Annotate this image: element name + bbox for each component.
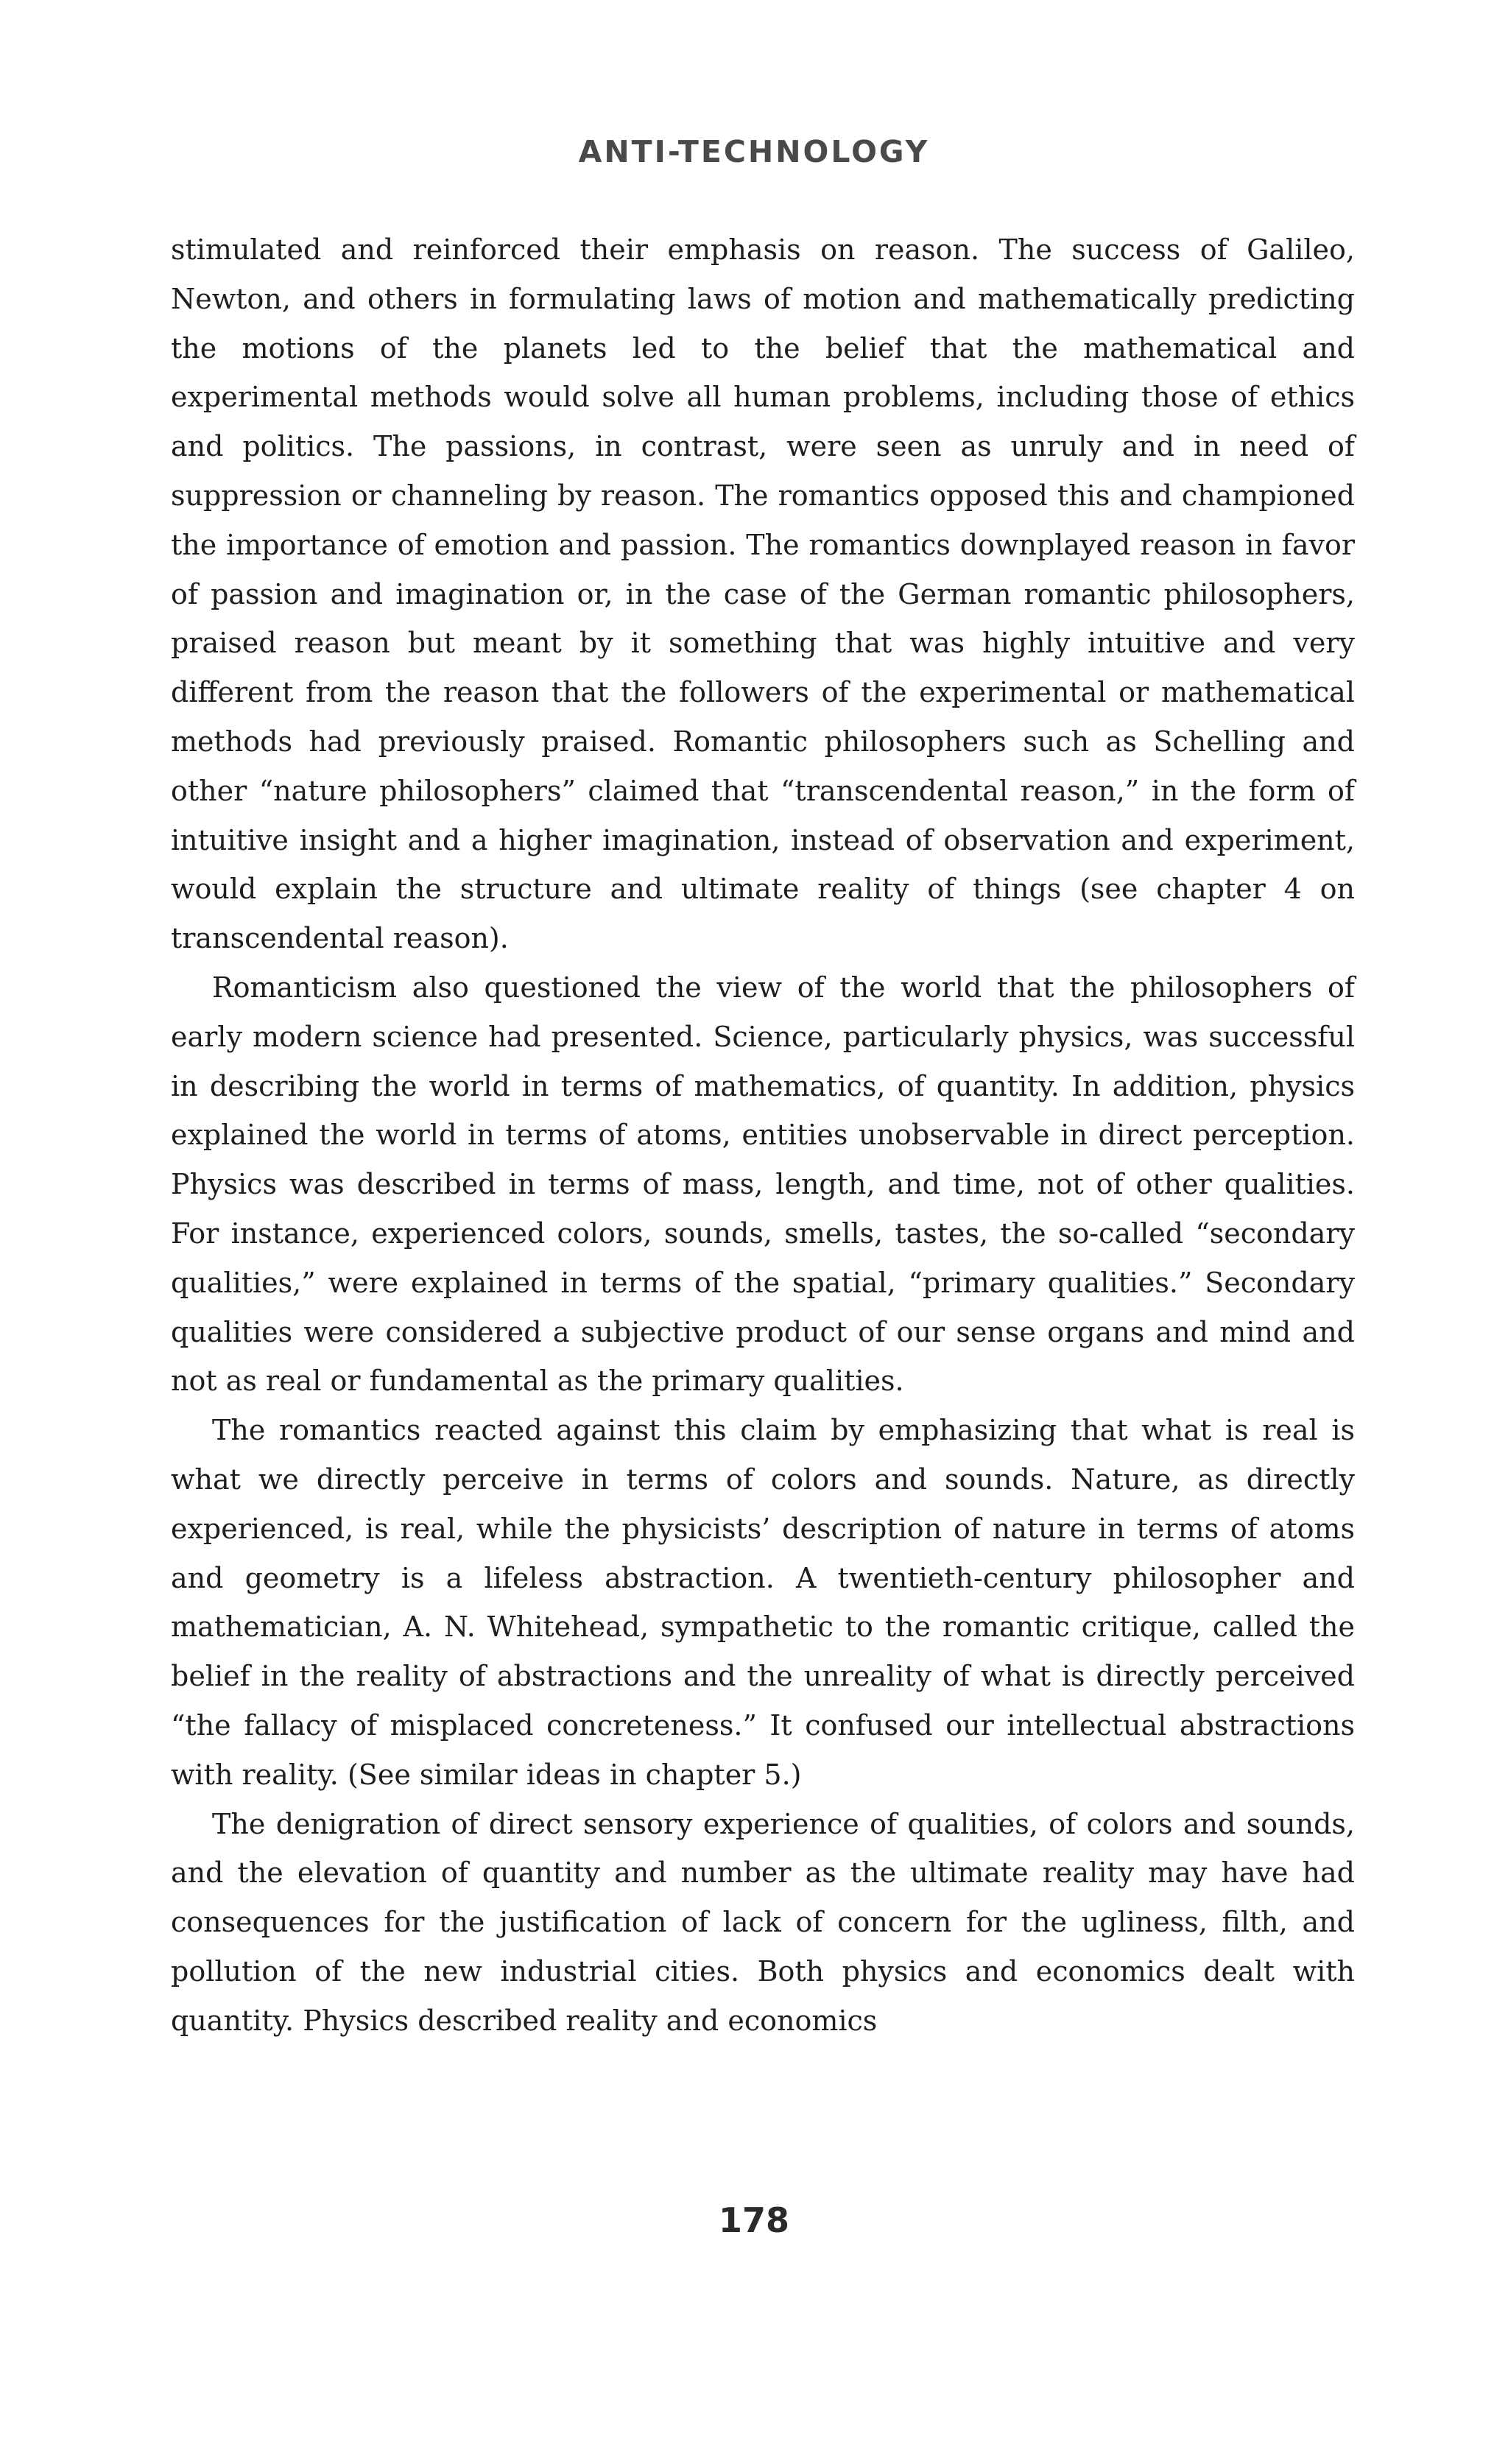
- body-text: [171, 225, 1355, 2045]
- paragraph-denigration: The denigration of direct sensory experience of qualities, of colors and sounds, and the elevation of quantity and number as the ultimate reality may have had consequences for the justification of lack of concern for the ugliness, filth, and pollution of the new industrial cities. Both physics and economics dealt with quantity. Physics described reality and economics: [171, 1807, 1355, 2037]
- paragraph-continuation: stimulated and reinforced their emphasis on reason. The success of Galileo, Newton, and others in formulating laws of motion and mathematically predicting the motions of the planets led to the belief that the mathematical and experimental methods would solve all human problems, including those of ethics and politics. The passions, in contrast, were seen as unruly and in need of suppression or channeling by reason. The romantics opposed this and championed the importance of emotion and passion. The romantics downplayed reason in favor of passion and imagination or, in the case of the German romantic philosophers, praised reason but meant by it something that was highly intuitive and very different from the reason that the followers of the experimental or mathematical methods had previously praised. Romantic philosophers such as Schelling and other “nature philosophers” claimed that “transcendental reason,” in the form of intuitive insight and a higher imagination, instead of observation and experiment, would explain the structure and ultimate reality of things (see chapter 4 on transcendental reason).: [171, 233, 1355, 955]
- running-header: ANTI-TECHNOLOGY: [578, 134, 930, 169]
- paragraph-romantics-reaction: The romantics reacted against this claim by emphasizing that what is real is what we directly perceive in terms of colors and sounds. Nature, as directly experienced, is real, while the physicists’ description of nature in terms of atoms and geometry is a lifeless abstraction. A twentieth-century philosopher and mathematician, A. N. Whitehead, sympathetic to the romantic critique, called the belief in the reality of abstractions and the unreality of what is directly perceived “the fallacy of misplaced concreteness.” It confused our intellectual abstractions with reality. (See similar ideas in chapter 5.): [171, 1414, 1355, 1791]
- paragraph-romanticism: Romanticism also questioned the view of the world that the philosophers of early modern science had presented. Science, particularly physics, was successful in describing the world in terms of mathematics, of quantity. In addition, physics explained the world in terms of atoms, entities unobservable in direct perception. Physics was described in terms of mass, length, and time, not of other qualities. For instance, experienced colors, sounds, smells, tastes, the so-called “secondary qualities,” were explained in terms of the spatial, “primary qualities.” Secondary qualities were considered a subjective product of our sense organs and mind and not as real or fundamental as the primary qualities.: [171, 971, 1355, 1398]
- page-number: 178: [718, 2200, 790, 2240]
